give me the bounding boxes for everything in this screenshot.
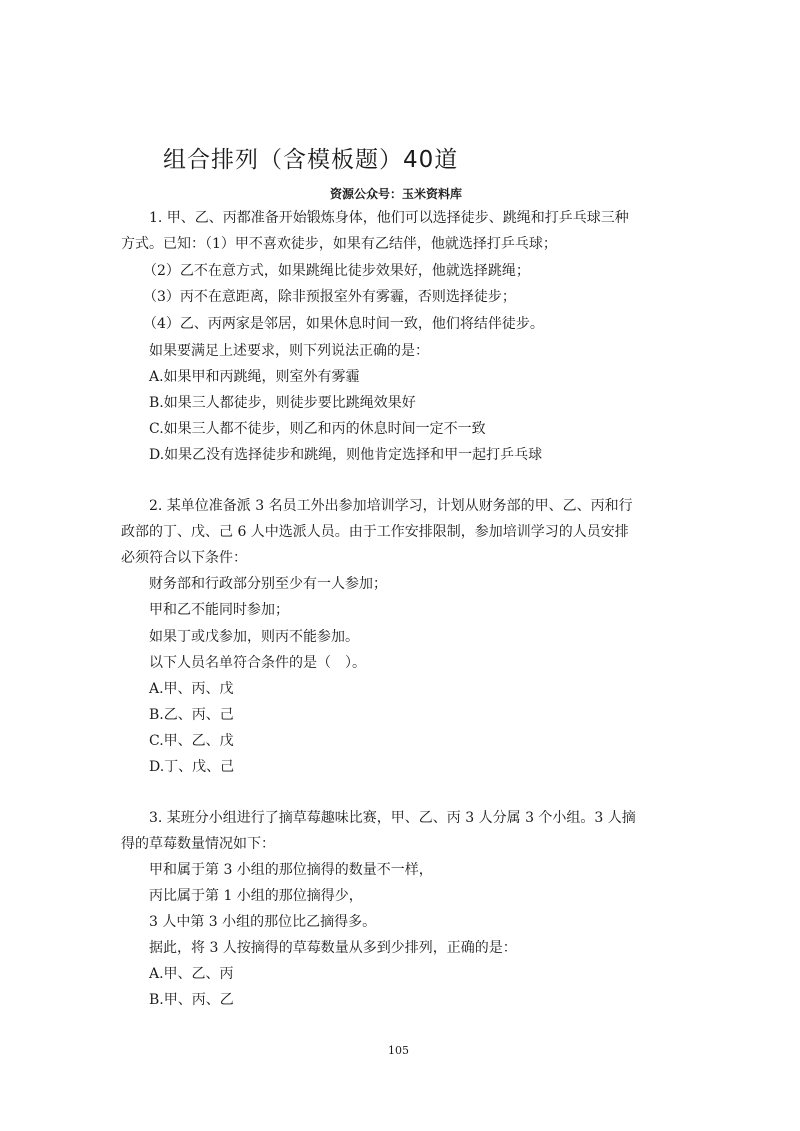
source-line: 资源公众号：玉米资料库 xyxy=(330,187,463,201)
q1-stem-line-1: 1. 甲、乙、丙都准备开始锻炼身体，他们可以选择徒步、跳绳和打乒乓球三种 xyxy=(149,210,629,226)
q2-condition-1: 财务部和行政部分别至少有一人参加； xyxy=(149,576,387,592)
q1-option-b: B.如果三人都徒步，则徒步要比跳绳效果好 xyxy=(149,395,416,411)
q2-stem-line-3: 必须符合以下条件： xyxy=(121,550,247,566)
q2-question: 以下人员名单符合条件的是（ ）。 xyxy=(149,655,366,671)
q2-option-c: C.甲、乙、戊 xyxy=(149,733,234,749)
q2-condition-2: 甲和乙不能同时参加； xyxy=(149,602,289,618)
q3-option-b: B.甲、丙、乙 xyxy=(149,992,234,1008)
page-title: 组合排列（含模板题）40道 xyxy=(163,147,459,173)
q2-option-d: D.丁、戊、己 xyxy=(149,759,235,775)
q1-stem-line-2: 方式。已知：（1）甲不喜欢徒步，如果有乙结伴，他就选择打乒乓球； xyxy=(121,236,557,252)
q1-option-a: A.如果甲和丙跳绳，则室外有雾霾 xyxy=(149,369,360,385)
q3-stem-line-2: 得的草莓数量情况如下： xyxy=(121,836,275,852)
page-number: 105 xyxy=(388,1044,409,1057)
q3-option-a: A.甲、乙、丙 xyxy=(149,966,234,982)
q3-stem-line-1: 3. 某班分小组进行了摘草莓趣味比赛，甲、乙、丙 3 人分属 3 个小组。3 人摘 xyxy=(149,810,636,826)
q1-option-d: D.如果乙没有选择徒步和跳绳，则他肯定选择和甲一起打乒乓球 xyxy=(149,447,543,463)
q3-question: 据此，将 3 人按摘得的草莓数量从多到少排列，正确的是： xyxy=(149,940,517,956)
q1-condition-4: （4）乙、丙两家是邻居，如果休息时间一致，他们将结伴徒步。 xyxy=(143,316,544,332)
q1-condition-3: （3）丙不在意距离，除非预报室外有雾霾，否则选择徒步； xyxy=(143,289,516,305)
q1-question: 如果要满足上述要求，则下列说法正确的是： xyxy=(149,343,429,359)
q3-condition-1: 甲和属于第 3 小组的那位摘得的数量不一样， xyxy=(149,862,433,878)
q3-condition-3: 3 人中第 3 小组的那位比乙摘得多。 xyxy=(149,914,377,930)
q2-stem-line-2: 政部的丁、戊、己 6 人中选派人员。由于工作安排限制，参加培训学习的人员安排 xyxy=(121,524,629,540)
q2-option-b: B.乙、丙、己 xyxy=(149,707,234,723)
q1-option-c: C.如果三人都不徒步，则乙和丙的休息时间一定不一致 xyxy=(149,421,486,437)
q3-condition-2: 丙比属于第 1 小组的那位摘得少， xyxy=(149,888,363,904)
q2-option-a: A.甲、丙、戊 xyxy=(149,681,234,697)
q2-condition-3: 如果丁或戊参加，则丙不能参加。 xyxy=(149,629,359,645)
q1-condition-2: （2）乙不在意方式，如果跳绳比徒步效果好，他就选择跳绳； xyxy=(143,263,530,279)
q2-stem-line-1: 2. 某单位准备派 3 名员工外出参加培训学习，计划从财务部的甲、乙、丙和行 xyxy=(149,498,633,514)
